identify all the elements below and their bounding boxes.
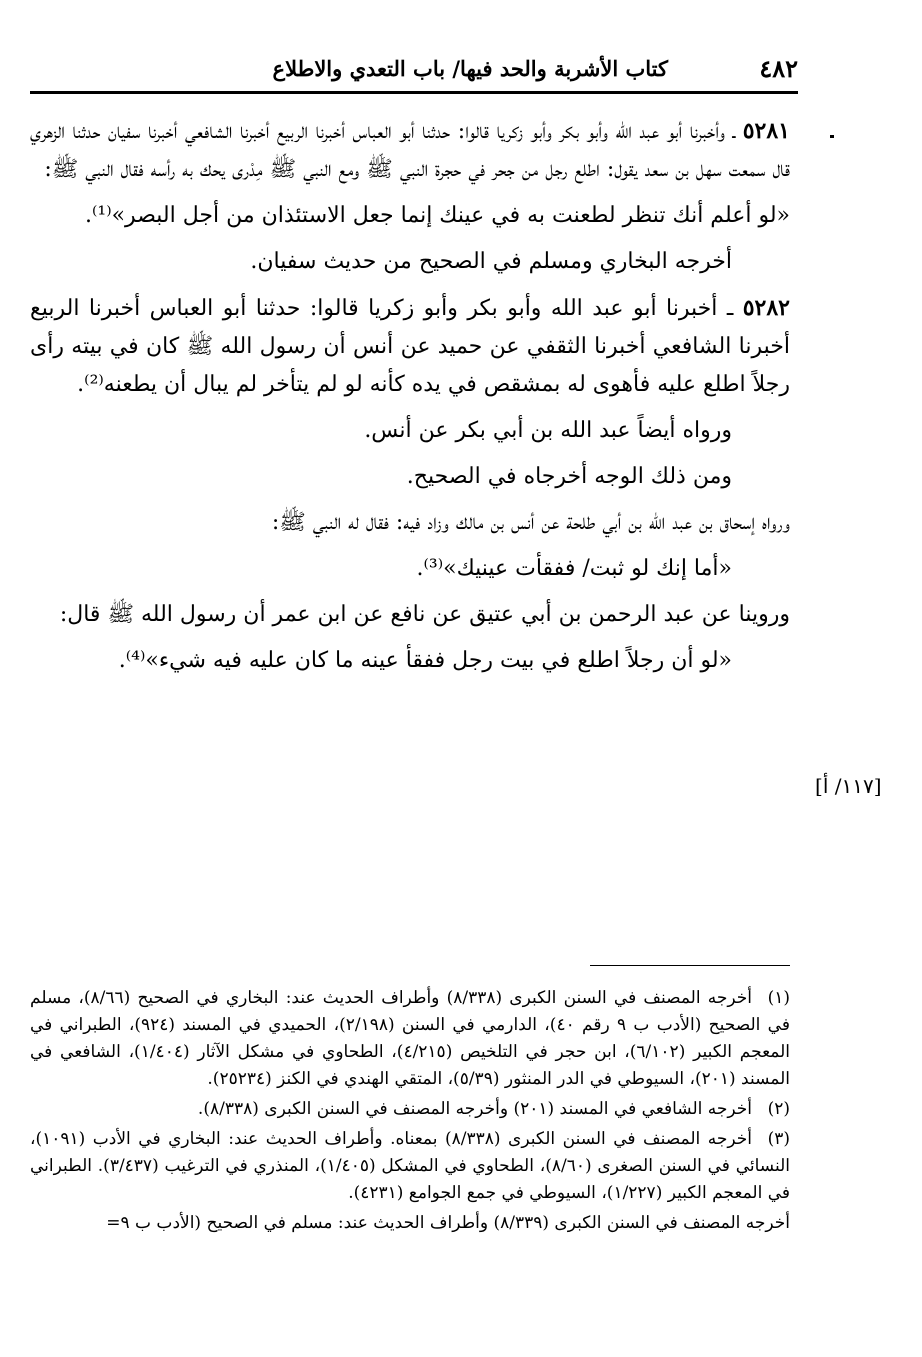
footnote	[30, 1126, 790, 1207]
narration-line: ومن ذلك الوجه أخرجاه في الصحيح.	[406, 464, 732, 489]
footnote-text: أخرجه المصنف في السنن الكبرى (٨/٣٣٨) بمعناه. وأطراف الحديث عند: البخاري في الأدب (١٠٩١)، النسائي في السنن الصغرى (٨/٦٠)، الطحاوي في المشكل (١/٤٠٥)، المنذري في الترغيب (٣/٤٣٧). الطبراني في المعجم الكبير (١/٢٢٧)، السيوطي في جمع الجوامع (٤٢٣١).	[30, 1129, 790, 1203]
footnote	[30, 1096, 790, 1123]
header-rule	[30, 91, 798, 94]
page-number: ٤٨٢	[759, 54, 798, 83]
footnote-text: أخرجه المصنف في السنن الكبرى (٨/٣٣٩) وأطراف الحديث عند: مسلم في الصحيح (الأدب ب ٩=	[106, 1213, 790, 1233]
narration-line: ورواه أيضاً عبد الله بن أبي بكر عن أنس.	[364, 418, 732, 443]
footnote-text: أخرجه الشافعي في المسند (٢٠١) وأخرجه المصنف في السنن الكبرى (٨/٣٣٨).	[197, 1099, 752, 1119]
hadith-text: ـ وأخبرنا أبو عبد الله وأبو بكر وأبو زكريا قالوا: حدثنا أبو العباس أخبرنا الربيع أخبرنا الشافعي أخبرنا سفيان حدثنا الزهري قال سمعت سهل بن سعد يقول: اطلع رجل من جحر في حجرة النبي ﷺ ومع النبي ﷺ مِدْرى يحك به رأسه فقال النبي ﷺ:	[30, 119, 790, 182]
footnote-label: (٢)	[767, 1099, 790, 1119]
footnotes	[30, 985, 790, 1240]
footnote-text: أخرجه المصنف في السنن الكبرى (٨/٣٣٨) وأطراف الحديث عند: البخاري في الصحيح (٨/٦٦)، مسلم في الصحيح (الأدب ب ٩ رقم ٤٠)، الدارمي في السنن (٢/١٩٨)، الحميدي في المسند (٩٢٤)، الطبراني في المعجم الكبير (٦/١٠٢)، ابن حجر في التلخيص (٤/٢١٥)، الطحاوي في مشكل الآثار (١/٤٠٤)، الشافعي في المسند (٢٠١)، السيوطي في الدر المنثور (٥/٣٩)، المتقي الهندي في الكنز (٢٥٢٣٤).	[30, 988, 790, 1089]
hadith-text: ـ أخبرنا أبو عبد الله وأبو بكر وأبو زكريا قالوا: حدثنا أبو العباس أخبرنا الربيع أخبرنا الشافعي أخبرنا الثقفي عن حميد عن أنس أن رسول الله ﷺ كان في بيته رأى رجلاً اطلع عليه فأهوى له بمشقص في يده كأنه لو لم يتأخر لم يبال أن يطعنه⁽²⁾.	[30, 296, 790, 397]
hadith-5282	[30, 289, 790, 404]
narration-paragraph: ورواه إسحاق بن عبد الله بن أبي طلحة عن أنس بن مالك وزاد فيه: فقال له النبي ﷺ:	[271, 510, 790, 535]
hadith-quote: «لو أعلم أنك تنظر لطعنت به في عينك إنما جعل الاستئذان من أجل البصر»⁽¹⁾.	[84, 203, 790, 228]
hadith-number: ٥٢٨١	[742, 118, 790, 144]
takhrij-note: أخرجه البخاري ومسلم في الصحيح من حديث سفيان.	[250, 249, 732, 274]
footnote-rule	[590, 965, 790, 966]
footnote	[30, 985, 790, 1093]
hadith-number: ٥٢٨٢	[742, 295, 790, 321]
margin-mark	[830, 135, 834, 138]
manuscript-folio-ref: [١١٧/ أ]	[815, 774, 882, 798]
hadith-5281	[30, 112, 790, 189]
hadith-quote: «لو أن رجلاً اطلع في بيت رجل ففقأ عينه ما كان عليه فيه شيء»⁽⁴⁾.	[118, 648, 732, 673]
page-header	[30, 52, 798, 88]
hadith-quote: «أما إنك لو ثبت/ ففقأت عينيك»⁽³⁾.	[416, 556, 732, 581]
footnote-label: (١)	[767, 988, 790, 1008]
footnote-continued	[30, 1210, 790, 1237]
main-text	[30, 112, 790, 688]
running-title: كتاب الأشربة والحد فيها/ باب التعدي والاطلاع	[272, 56, 668, 81]
narration-paragraph: وروينا عن عبد الرحمن بن أبي عتيق عن نافع عن ابن عمر أن رسول الله ﷺ قال:	[59, 602, 790, 627]
footnote-label: (٣)	[767, 1129, 790, 1149]
